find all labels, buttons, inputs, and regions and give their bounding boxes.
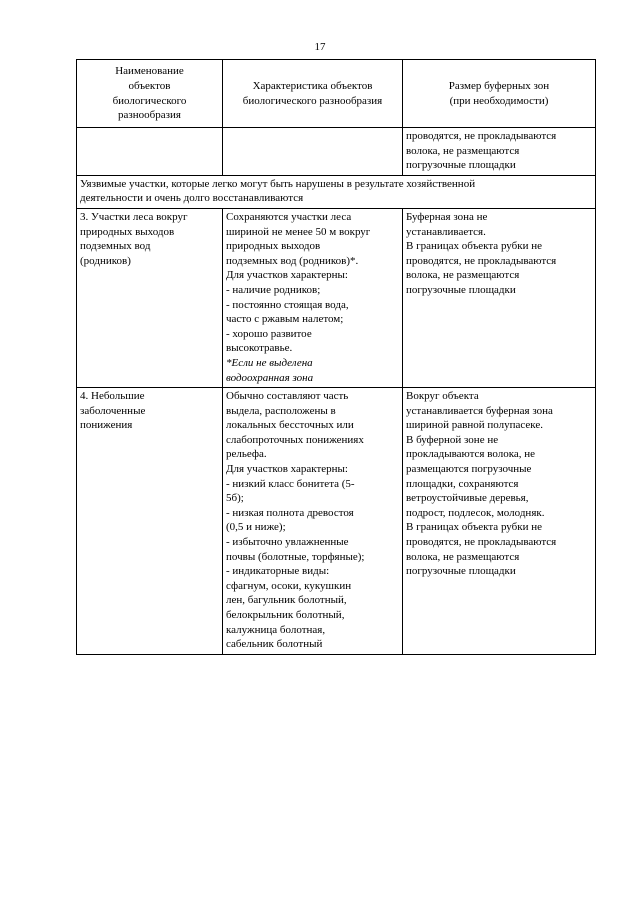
cell-text-line: выдела, расположены в (226, 404, 336, 417)
cell-text-line: почвы (болотные, торфяные); (226, 550, 365, 563)
footnote-line: *Если не выделена (226, 356, 313, 369)
header-object-characteristics (223, 60, 403, 128)
cell-text-line: шириной равной полупасеке. (406, 419, 543, 432)
cell-text-line: калужница болотная, (226, 623, 326, 636)
cell-text-line: размещаются погрузочные (406, 463, 532, 476)
footnote-line: водоохранная зона (226, 371, 314, 384)
cell-text-line: слабопроточных понижениях (226, 433, 364, 446)
cell-text-line: волока, не размещаются (406, 550, 520, 563)
cell-object-name (77, 388, 223, 655)
cell-text-line: - низкая полнота древостоя (226, 506, 354, 519)
cell-text-line: (родников) (80, 254, 131, 267)
biodiversity-table (76, 59, 596, 655)
cell-text-line: - низкий класс бонитета (5- (226, 477, 355, 490)
cell-text-line: природных выходов (226, 240, 321, 253)
table-section-row (77, 175, 596, 208)
cell-text-line: волока, не размещаются (406, 269, 520, 282)
cell-text-line: понижения (80, 419, 133, 432)
cell-buffer-zone (403, 388, 596, 655)
cell-text-line: Вокруг объекта (406, 390, 479, 403)
cell-text-line: подземных вод (родников)*. (226, 254, 359, 267)
header-buffer-zone-size (403, 60, 596, 128)
cell-text-line: - постоянно стоящая вода, (226, 298, 349, 311)
cell-text-line: высокотравье. (226, 342, 293, 355)
cell-text-line: погрузочные площадки (406, 283, 516, 296)
cell-text-line: часто с ржавым налетом; (226, 313, 344, 326)
cell-text-line: Для участков характерны: (226, 269, 348, 282)
header-text-line: Наименование (115, 65, 184, 78)
cell-text-line: проводятся, не прокладываются (406, 536, 557, 549)
cell-text-line: рельефа. (226, 448, 267, 461)
cell-text-line: погрузочные площадки (406, 159, 516, 172)
cell-text-line: проводятся, не прокладываются (406, 130, 557, 142)
page-number: 17 (314, 41, 326, 53)
header-text-line: разнообразия (118, 109, 181, 122)
table-row-continuation (77, 128, 596, 176)
cell-text-line: подрост, подлесок, молодняк. (406, 506, 545, 519)
cell-text-line: шириной не менее 50 м вокруг (226, 225, 371, 238)
cell-text-line: - избыточно увлажненные (226, 536, 349, 549)
cell-text-line: - хорошо развитое (226, 327, 312, 340)
cell-text-line: ветроустойчивые деревья, (406, 492, 529, 505)
cell-text-line: локальных бессточных или (226, 419, 354, 432)
cell-text-line: природных выходов (80, 225, 175, 238)
header-text-line: (при необходимости) (449, 94, 549, 107)
cell-text-line: 5б); (226, 492, 244, 505)
cell-text-line: лен, багульник болотный, (226, 594, 347, 607)
cell-text-line: волока, не размещаются (406, 144, 520, 157)
cell-text-line: белокрыльник болотный, (226, 609, 345, 621)
cell-text-line: Обычно составляют часть (226, 390, 349, 403)
header-text-line: биологического (112, 94, 187, 107)
table-row (77, 208, 596, 387)
cell-text-line: устанавливается. (406, 225, 486, 238)
cell-text-line: - наличие родников; (226, 283, 321, 296)
cell-text-line: сфагнум, осоки, кукушкин (226, 579, 352, 592)
table-cell (77, 128, 223, 176)
header-text-line: Размер буферных зон (448, 79, 550, 92)
header-object-name (77, 60, 223, 128)
table-header-row (77, 60, 596, 128)
header-text-line: объектов (128, 79, 171, 92)
cell-text-line: Буферная зона не (406, 210, 488, 223)
table-cell (223, 128, 403, 176)
section-heading-line: деятельности и очень долго восстанавливаются (80, 192, 304, 205)
cell-text-line: сабельник болотный (226, 638, 323, 651)
cell-text-line: Сохраняются участки леса (226, 210, 352, 223)
cell-text-line: - индикаторные виды: (226, 565, 330, 578)
section-heading-line: Уязвимые участки, которые легко могут быть нарушены в результате хозяйственной (80, 177, 476, 190)
cell-text-line: погрузочные площадки (406, 565, 516, 578)
cell-text-line: В буферной зоне не (406, 433, 499, 446)
cell-text-line: проводятся, не прокладываются (406, 254, 557, 267)
cell-text-line: 4. Небольшие (80, 390, 145, 403)
header-text-line: Характеристика объектов (252, 79, 373, 92)
cell-text-line: 3. Участки леса вокруг (80, 210, 188, 223)
cell-buffer-zone (403, 208, 596, 387)
header-text-line: биологического разнообразия (242, 94, 383, 107)
table-cell (403, 128, 596, 176)
cell-text-line: Для участков характерны: (226, 463, 348, 476)
cell-text-line: подземных вод (80, 240, 151, 253)
cell-characteristics (223, 208, 403, 387)
table-row (77, 388, 596, 655)
cell-text-line: прокладываются волока, не (406, 448, 536, 461)
cell-text-line: площадки, сохраняются (406, 477, 519, 490)
cell-text-line: В границах объекта рубки не (406, 521, 542, 534)
cell-text-line: В границах объекта рубки не (406, 240, 542, 253)
cell-object-name (77, 208, 223, 387)
cell-text-line: (0,5 и ниже); (226, 521, 286, 534)
cell-text-line: заболоченные (80, 404, 146, 417)
section-heading (77, 175, 596, 208)
cell-characteristics (223, 388, 403, 655)
cell-text-line: устанавливается буферная зона (406, 404, 553, 417)
